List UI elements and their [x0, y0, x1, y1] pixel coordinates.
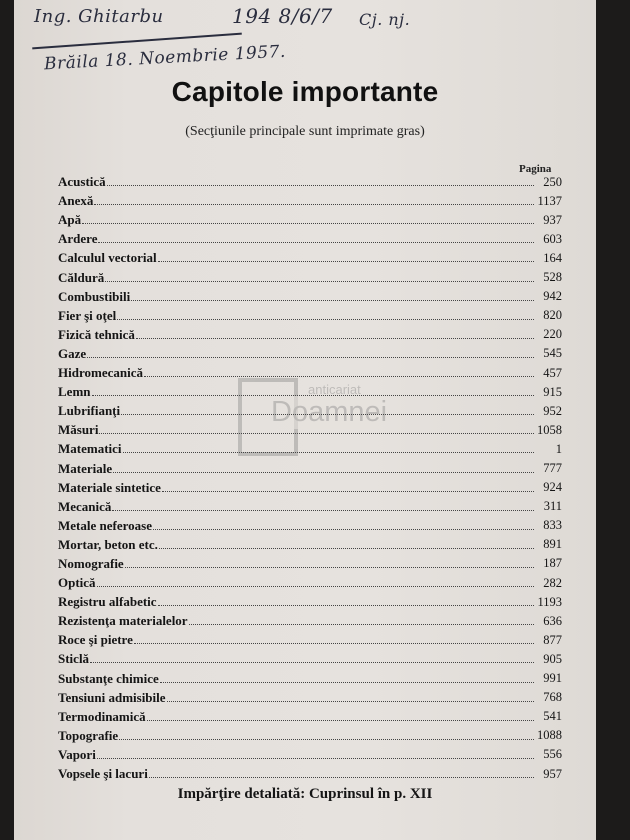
toc-entry: [58, 191, 562, 210]
toc-entry-page: 311: [543, 499, 562, 514]
toc-entry-page: 952: [543, 403, 562, 418]
toc-entry-page: 905: [543, 651, 562, 666]
toc-dot-leader: [87, 356, 534, 358]
toc-dot-leader: [125, 566, 534, 568]
toc-entry: [58, 630, 562, 649]
toc-entry-label: Materiale: [58, 460, 113, 476]
toc-entry: [58, 382, 562, 401]
toc-entry-label: Nomografie: [58, 555, 124, 571]
toc-entry-page: 877: [543, 632, 562, 647]
toc-dot-leader: [105, 280, 534, 282]
toc-entry-page: 942: [543, 289, 562, 304]
toc-dot-leader: [149, 776, 534, 778]
toc-dot-leader: [90, 661, 534, 663]
toc-entry-label: Termodinamică: [58, 708, 146, 724]
toc-entry-page: 545: [543, 346, 562, 361]
toc-dot-leader: [123, 451, 534, 453]
toc-entry-page: 937: [543, 212, 562, 227]
toc-entry-page: 1137: [537, 193, 562, 208]
toc-entry: [58, 745, 562, 764]
toc-entry: [58, 516, 562, 535]
table-of-contents: [58, 172, 562, 783]
toc-entry: [58, 478, 562, 497]
toc-entry-label: Acustică: [58, 174, 106, 190]
toc-entry: [58, 172, 562, 191]
toc-entry: [58, 764, 562, 783]
toc-entry-label: Hidromecanică: [58, 365, 143, 381]
toc-dot-leader: [92, 394, 535, 396]
toc-dot-leader: [136, 337, 534, 339]
toc-entry-page: 541: [543, 709, 562, 724]
toc-entry: [58, 668, 562, 687]
toc-entry-page: 187: [543, 556, 562, 571]
toc-entry-label: Măsuri: [58, 422, 99, 438]
toc-entry-label: Substanţe chimice: [58, 670, 159, 686]
toc-dot-leader: [107, 184, 534, 186]
toc-entry: [58, 363, 562, 382]
toc-entry: [58, 287, 562, 306]
toc-dot-leader: [147, 719, 534, 721]
footer-note: Impărţire detaliată: Cuprinsul în p. XII: [177, 786, 433, 802]
toc-entry: [58, 573, 562, 592]
toc-entry-page: 556: [543, 747, 562, 762]
toc-entry-label: Anexă: [58, 193, 94, 209]
handwritten-place-date: Brăila 18. Noembrie 1957.: [43, 41, 287, 75]
toc-dot-leader: [117, 318, 534, 320]
toc-entry-page: 777: [543, 461, 562, 475]
toc-entry: [58, 458, 562, 477]
toc-entry: [58, 439, 562, 458]
toc-entry-label: Rezistenţa materialelor: [58, 613, 188, 629]
toc-entry-page: 924: [543, 480, 562, 495]
toc-entry: [58, 420, 562, 439]
toc-dot-leader: [82, 222, 534, 224]
toc-dot-leader: [121, 413, 534, 415]
toc-entry: [58, 325, 562, 344]
toc-entry-label: Vapori: [58, 746, 96, 762]
toc-entry-page: 768: [543, 690, 562, 705]
toc-entry: [58, 611, 562, 630]
toc-entry-page: 250: [543, 174, 562, 189]
toc-entry-page: 282: [543, 575, 562, 590]
toc-entry-label: Ardere: [58, 231, 98, 247]
toc-dot-leader: [112, 509, 534, 511]
toc-entry-page: 603: [543, 231, 562, 246]
toc-dot-leader: [158, 604, 534, 606]
toc-dot-leader: [159, 547, 534, 549]
toc-entry-page: 636: [543, 613, 562, 628]
toc-entry-label: Metale neferoase: [58, 517, 152, 533]
toc-entry: [58, 267, 562, 286]
toc-entry-page: 164: [543, 250, 562, 265]
toc-entry: [58, 688, 562, 707]
toc-entry: [58, 592, 562, 611]
toc-entry-label: Sticlă: [58, 651, 90, 667]
toc-dot-leader: [97, 585, 534, 587]
toc-entry-page: 457: [543, 365, 562, 380]
toc-entry-page: 891: [543, 537, 562, 552]
toc-dot-leader: [153, 528, 534, 530]
toc-entry-label: Lubrifianţi: [58, 403, 121, 419]
toc-entry-label: Matematici: [58, 441, 122, 457]
toc-dot-leader: [99, 432, 534, 434]
toc-entry-label: Optică: [58, 575, 96, 591]
toc-dot-leader: [94, 203, 534, 205]
toc-dot-leader: [113, 471, 534, 473]
handwritten-owner-name: Ing. Ghitarbu: [34, 6, 164, 27]
page-title: Capitole importante: [171, 76, 439, 107]
toc-entry-label: Fier şi oţel: [58, 307, 117, 323]
page-subtitle: (Secţiunile principale sunt imprimate gras): [185, 124, 425, 139]
toc-entry: [58, 210, 562, 229]
toc-entry: [58, 248, 562, 267]
handwritten-corner-note: Cj. nj.: [359, 10, 411, 29]
toc-entry-label: Mecanică: [58, 498, 112, 514]
toc-dot-leader: [189, 623, 534, 625]
toc-dot-leader: [158, 260, 534, 262]
toc-entry-page: 991: [543, 671, 562, 686]
toc-dot-leader: [131, 299, 534, 301]
toc-entry-page: 1193: [537, 594, 562, 609]
toc-entry-label: Combustibili: [58, 288, 131, 304]
toc-entry: [58, 344, 562, 363]
toc-entry-page: 1088: [537, 728, 562, 743]
toc-entry-label: Tensiuni admisibile: [58, 689, 166, 705]
toc-entry-label: Roce şi pietre: [58, 632, 133, 648]
toc-dot-leader: [162, 490, 534, 492]
toc-entry-page: 528: [543, 270, 562, 285]
toc-dot-leader: [98, 241, 534, 243]
toc-entry: [58, 401, 562, 420]
toc-entry: [58, 306, 562, 325]
toc-entry: [58, 554, 562, 573]
toc-entry-label: Căldură: [58, 269, 105, 285]
book-page: [14, 0, 596, 840]
toc-entry-label: Topografie: [58, 727, 119, 743]
toc-entry: [58, 707, 562, 726]
toc-entry: [58, 229, 562, 248]
toc-entry-page: 1058: [537, 422, 562, 437]
toc-dot-leader: [97, 757, 534, 759]
toc-dot-leader: [160, 681, 534, 683]
toc-entry-label: Materiale sintetice: [58, 479, 161, 495]
toc-entry-label: Calculul vectorial: [58, 250, 157, 266]
toc-entry-page: 957: [543, 766, 562, 781]
toc-entry: [58, 535, 562, 554]
toc-dot-leader: [144, 375, 534, 377]
toc-entry: [58, 649, 562, 668]
toc-entry: [58, 497, 562, 516]
toc-entry-label: Registru alfabetic: [58, 594, 157, 610]
toc-entry-page: 915: [543, 384, 562, 399]
toc-dot-leader: [119, 738, 534, 740]
toc-entry-page: 220: [543, 327, 562, 342]
toc-dot-leader: [134, 642, 534, 644]
page-column-header: Pagina: [519, 163, 552, 175]
toc-entry-page: 1: [555, 441, 562, 456]
toc-entry-label: Fizică tehnică: [58, 326, 135, 342]
toc-entry-page: 833: [543, 518, 562, 533]
watermark-big-text: Doamnei: [268, 396, 390, 429]
toc-entry: [58, 726, 562, 745]
toc-entry-label: Mortar, beton etc.: [58, 536, 158, 552]
watermark-small-text: anticariat: [308, 382, 361, 397]
toc-entry-label: Lemn: [58, 384, 91, 400]
toc-entry-label: Gaze: [58, 345, 87, 361]
toc-entry-label: Apă: [58, 212, 82, 228]
toc-dot-leader: [167, 700, 534, 702]
toc-entry-label: Vopsele şi lacuri: [58, 766, 148, 781]
toc-entry-page: 820: [543, 308, 562, 323]
handwritten-numbers: 194 8/6/7: [232, 4, 333, 28]
